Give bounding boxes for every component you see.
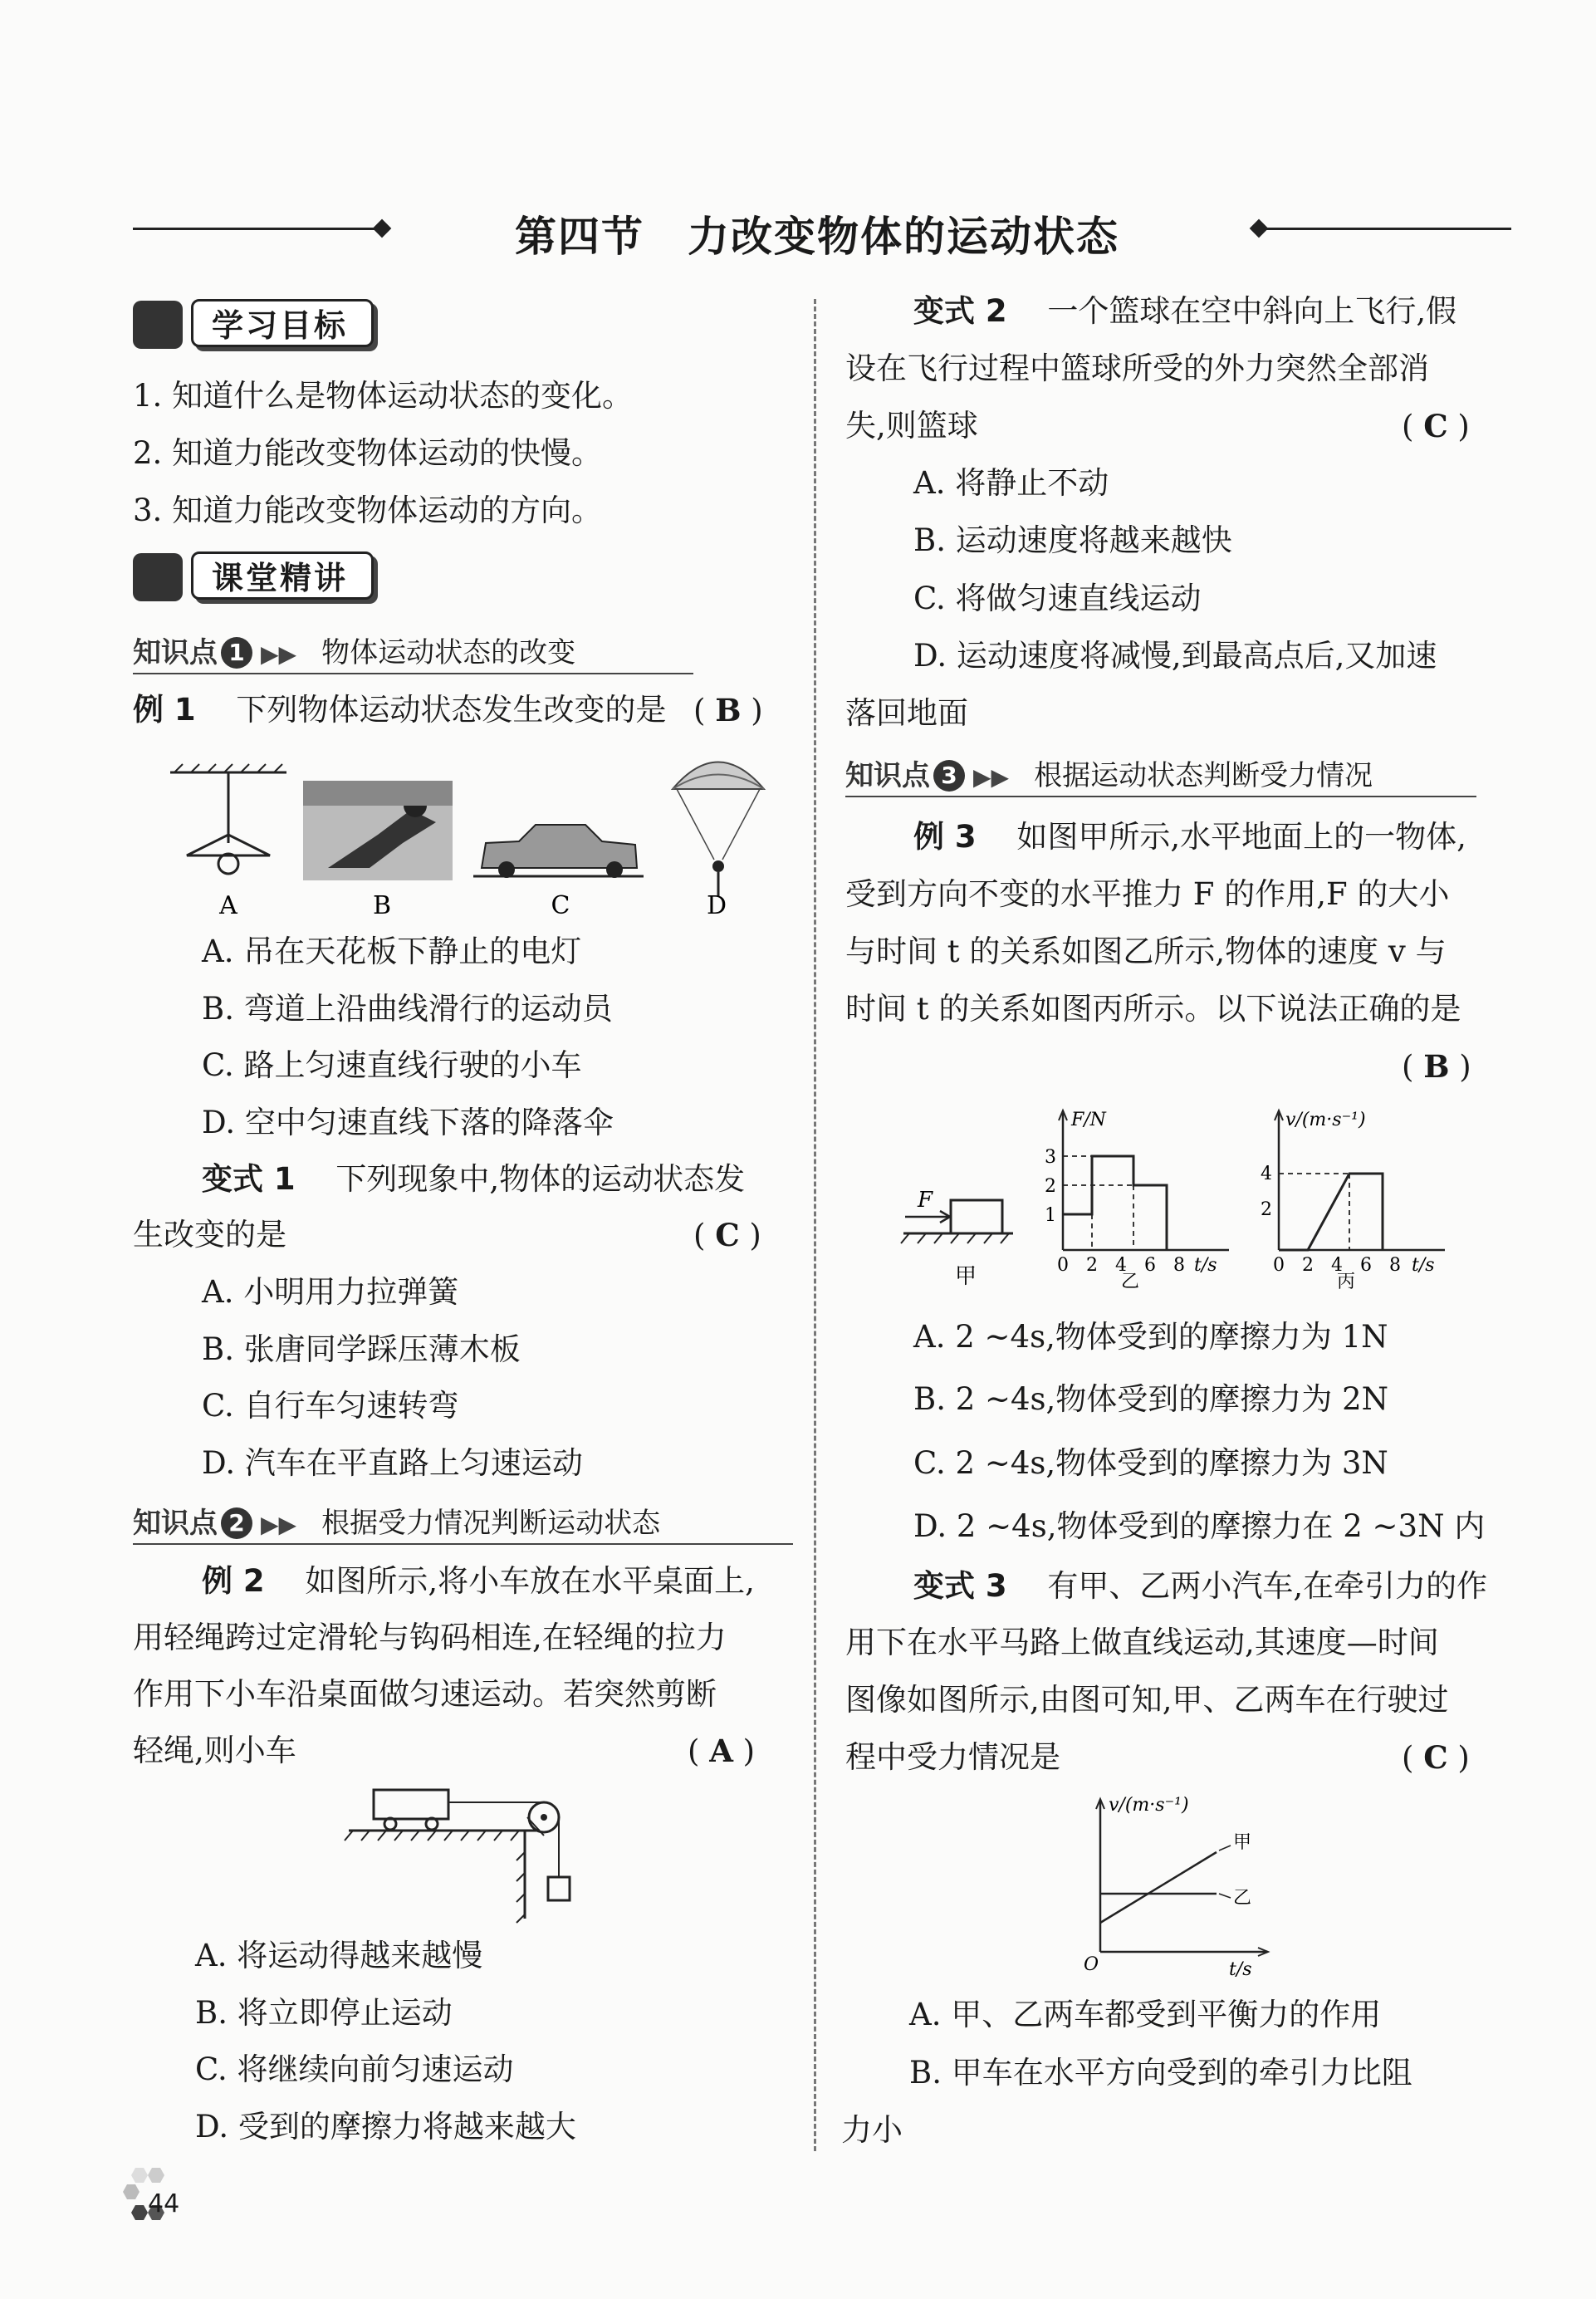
- skater-photo: [303, 781, 453, 880]
- variant-1: [202, 1161, 745, 1198]
- pic-label-d: D: [706, 891, 727, 920]
- force-time-graph: [1045, 1110, 1229, 1292]
- answer: B: [715, 692, 742, 728]
- pic-label-b: B: [372, 891, 392, 920]
- jia-line: [1100, 1852, 1217, 1923]
- x-tick: 8: [1173, 1255, 1185, 1276]
- answer-bracket: ( C ): [1402, 1739, 1470, 1776]
- option-continuation: 力小: [841, 2112, 903, 2148]
- example-1-figure: [162, 743, 785, 922]
- title-rule-right: [1262, 228, 1511, 230]
- answer: C: [1423, 408, 1448, 444]
- kp-title: 物体运动状态的改变: [321, 636, 576, 669]
- double-arrow-icon: ▶▶: [261, 640, 297, 668]
- example-3-figure: [897, 1100, 1495, 1292]
- x-tick: 8: [1389, 1255, 1401, 1276]
- example-text: 如图所示,将小车放在水平桌面上,: [305, 1563, 755, 1599]
- ceiling-lamp-picture: [170, 764, 286, 874]
- variant-text: 失,则篮球: [845, 408, 978, 444]
- variant-text: 下列现象中,物体的运动状态发: [335, 1161, 746, 1197]
- variant-text: 用下在水平马路上做直线运动,其速度—时间: [845, 1625, 1439, 1660]
- answer-bracket: ( C ): [693, 1217, 761, 1253]
- option: D. 受到的摩擦力将越来越大: [195, 2109, 576, 2145]
- kp-number: 3: [933, 760, 965, 792]
- double-arrow-icon: ▶▶: [973, 763, 1010, 791]
- fig-bing-label: 丙: [1337, 1272, 1356, 1292]
- option: B. 2 ~4s,物体受到的摩擦力为 2N: [913, 1381, 1388, 1417]
- double-arrow-icon: ▶▶: [261, 1511, 297, 1538]
- variant-label: 变式 2: [913, 293, 1007, 329]
- option: C. 将做匀速直线运动: [913, 581, 1202, 616]
- option: A. 甲、乙两车都受到平衡力的作用: [909, 1997, 1382, 2032]
- variant-label: 变式 3: [913, 1568, 1007, 1604]
- example-text: 轻绳,则小车: [133, 1733, 296, 1768]
- kp-title: 根据运动状态判断受力情况: [1034, 759, 1373, 792]
- x-axis-label: t/s: [1229, 1959, 1252, 1980]
- option: D. 汽车在平直路上匀速运动: [202, 1445, 583, 1481]
- car-picture: [473, 825, 644, 878]
- student-icon: [133, 301, 183, 349]
- variant-text: 图像如图所示,由图可知,甲、乙两车在行驶过: [845, 1682, 1449, 1718]
- x-tick: 6: [1360, 1255, 1372, 1276]
- kp-label: 知识点: [133, 1507, 218, 1540]
- variant-3: [913, 1568, 1487, 1605]
- answer: C: [715, 1217, 740, 1253]
- example-label: 例 1: [133, 692, 196, 728]
- option: C. 将继续向前匀速运动: [195, 2051, 514, 2087]
- yi-label: 乙: [1233, 1888, 1252, 1909]
- x-tick: 4: [1331, 1255, 1343, 1276]
- objectives-header-label: 学习目标: [191, 299, 374, 347]
- v-tick-2: 2: [1261, 1199, 1272, 1220]
- example-text: 与时间 t 的关系如图乙所示,物体的速度 v 与: [845, 934, 1447, 969]
- fig-jia-label: 甲: [955, 1264, 977, 1289]
- x-tick: 4: [1115, 1255, 1127, 1276]
- option: B. 甲车在水平方向受到的牵引力比阻: [909, 2055, 1412, 2091]
- example-text: 时间 t 的关系如图丙所示。以下说法正确的是: [845, 991, 1461, 1027]
- option: B. 张唐同学踩压薄木板: [202, 1331, 521, 1367]
- x-tick: 6: [1144, 1255, 1156, 1276]
- example-1: [133, 692, 666, 728]
- option: C. 自行车匀速转弯: [202, 1388, 459, 1424]
- objective-item: 1. 知道什么是物体运动状态的变化。: [133, 378, 634, 414]
- example-text: 作用下小车沿桌面做匀速运动。若突然剪断: [133, 1676, 717, 1712]
- option: A. 小明用力拉弹簧: [202, 1274, 459, 1310]
- x-axis-label: t/s: [1412, 1255, 1435, 1276]
- example-text: 用轻绳跨过定滑轮与钩码相连,在轻绳的拉力: [133, 1620, 727, 1655]
- answer: B: [1423, 1048, 1450, 1085]
- kp-label: 知识点: [845, 759, 930, 792]
- kp-number: 1: [221, 637, 252, 669]
- option: D. 运动速度将减慢,到最高点后,又加速: [913, 638, 1437, 674]
- objective-item: 2. 知道力能改变物体运动的快慢。: [133, 435, 603, 471]
- variant-text: 一个篮球在空中斜向上飞行,假: [1047, 293, 1457, 329]
- page-number: 44: [148, 2189, 180, 2218]
- kp-title: 根据受力情况判断运动状态: [321, 1507, 661, 1540]
- pic-label-a: A: [219, 891, 237, 920]
- v-axis-label: v/(m·s⁻¹): [1109, 1795, 1189, 1816]
- variant-label: 变式 1: [202, 1161, 296, 1197]
- option: A. 将静止不动: [913, 465, 1109, 501]
- answer-bracket: ( A ): [688, 1733, 756, 1769]
- answer-bracket: ( B ): [693, 692, 763, 728]
- answer: C: [1423, 1739, 1448, 1776]
- title-diamond-left: [373, 219, 392, 238]
- pic-label-c: C: [551, 891, 570, 920]
- knowledge-point-1: [133, 630, 693, 674]
- title-rule-left: [133, 228, 386, 230]
- option: A. 吊在天花板下静止的电灯: [202, 934, 582, 969]
- kp-number: 2: [221, 1507, 252, 1539]
- option-continuation: 落回地面: [845, 695, 968, 731]
- objective-item: 3. 知道力能改变物体运动的方向。: [133, 493, 603, 528]
- v-tick-4: 4: [1261, 1164, 1272, 1184]
- velocity-time-graph: [1261, 1110, 1445, 1292]
- answer-bracket: ( B ): [1402, 1048, 1471, 1085]
- origin-label: O: [1084, 1954, 1099, 1975]
- force-line: [1063, 1156, 1167, 1250]
- answer-bracket: ( C ): [1402, 408, 1470, 444]
- variant-text: 设在飞行过程中篮球所受的外力突然全部消: [845, 350, 1429, 386]
- variant-text: 程中受力情况是: [845, 1739, 1060, 1775]
- option: D. 空中匀速直线下落的降落伞: [202, 1105, 614, 1140]
- knowledge-point-3: [845, 752, 1476, 797]
- push-block-diagram: [901, 1188, 1013, 1289]
- cart-pulley-figure: [340, 1777, 598, 1927]
- x-tick: 2: [1086, 1255, 1098, 1276]
- option: B. 弯道上沿曲线滑行的运动员: [202, 991, 613, 1027]
- f-tick-1: 1: [1045, 1205, 1056, 1226]
- kp-label: 知识点: [133, 636, 218, 669]
- variant-3-graph: [1071, 1786, 1287, 1985]
- example-text: 如图甲所示,水平地面上的一物体,: [1016, 819, 1466, 855]
- option: A. 将运动得越来越慢: [195, 1938, 483, 1973]
- x-tick: 2: [1302, 1255, 1314, 1276]
- option: B. 运动速度将越来越快: [913, 522, 1232, 558]
- fig-yi-label: 乙: [1121, 1272, 1140, 1292]
- variant-text: 有甲、乙两小汽车,在牵引力的作: [1047, 1568, 1488, 1604]
- example-3: [913, 819, 1466, 855]
- column-divider: [814, 299, 816, 2151]
- option: C. 2 ~4s,物体受到的摩擦力为 3N: [913, 1445, 1388, 1481]
- x-tick: 0: [1057, 1255, 1069, 1276]
- example-label: 例 2: [202, 1563, 265, 1599]
- v-axis-label: v/(m·s⁻¹): [1285, 1110, 1366, 1130]
- option: D. 2 ~4s,物体受到的摩擦力在 2 ~3N 内: [913, 1508, 1486, 1544]
- force-label: F: [918, 1188, 933, 1213]
- parachute-picture: [673, 762, 764, 898]
- example-stem: 下列物体运动状态发生改变的是: [236, 692, 667, 728]
- variant-text: 生改变的是: [133, 1217, 286, 1252]
- f-axis-label: F/N: [1071, 1110, 1106, 1130]
- answer: A: [709, 1733, 733, 1769]
- option: C. 路上匀速直线行驶的小车: [202, 1047, 582, 1083]
- example-text: 受到方向不变的水平推力 F 的作用,F 的大小: [845, 876, 1450, 912]
- f-tick-2: 2: [1045, 1176, 1056, 1197]
- f-tick-3: 3: [1045, 1147, 1056, 1168]
- example-label: 例 3: [913, 819, 977, 855]
- lecture-header-label: 课堂精讲: [191, 551, 374, 600]
- example-2: [202, 1563, 755, 1600]
- variant-2: [913, 293, 1456, 330]
- x-tick: 0: [1273, 1255, 1285, 1276]
- option: B. 将立即停止运动: [195, 1995, 453, 2031]
- jia-label: 甲: [1233, 1832, 1252, 1853]
- x-axis-label: t/s: [1194, 1255, 1217, 1276]
- page-title: 第四节 力改变物体的运动状态: [515, 212, 1119, 261]
- knowledge-point-2: [133, 1500, 793, 1545]
- pencil-icon: [133, 553, 183, 601]
- velocity-line: [1279, 1174, 1383, 1250]
- option: A. 2 ~4s,物体受到的摩擦力为 1N: [913, 1319, 1388, 1355]
